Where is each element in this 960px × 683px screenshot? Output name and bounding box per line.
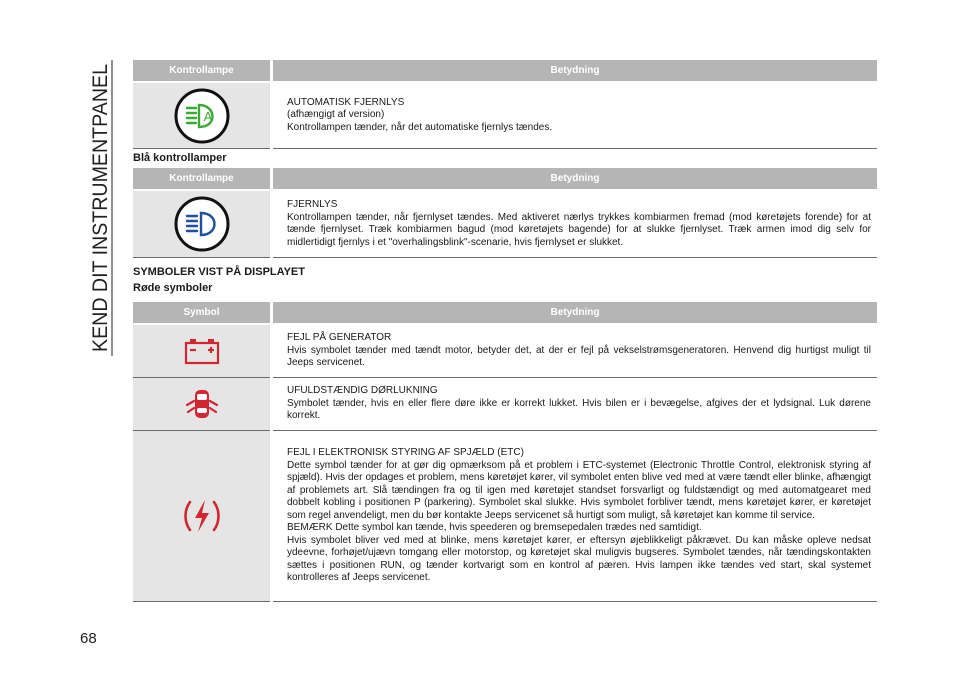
side-title-text: KEND DIT INSTRUMENTPANEL — [88, 60, 112, 352]
row-text: Hvis symbolet bliver ved med at blinke, mens køretøjet kører, er eftersyn øjeblikkeligt påkrævet. Du kan måske opleve nedsat ydeevne, forhøjet/ujævn tomgang eller motorstop, og køretøjet skal muligvis bugseres. Symbolet tændes, når tændingskontakten sættes i positionen RUN, og tænder kortvarigt som en kontrol af pæren. Hvis lampen ikke tændes ved start, skal systemet kontrolleres af Jeeps servicenet. — [287, 534, 871, 584]
row-text: Kontrollampen tænder, når fjernlyset tændes. Med aktiveret nærlys trykkes kombiarmen fremad (mod køretøjets forende) for at tænde fjernlyset. Træk kombiarmen bagud (mod køretøjets bagende) for at slukke fjernlyset. Træk armen imod dig selv for midlertidigt fjernlys i et "overhalingsblink"-scenarie, hvis fjernlyset er slukket. — [287, 211, 871, 248]
svg-text:A: A — [203, 108, 212, 124]
section-heading-display: SYMBOLER VIST PÅ DISPLAYET — [133, 266, 305, 278]
page-number: 68 — [80, 630, 97, 647]
row-text: Dette symbol tænder for at gør dig opmærksom på et problem i ETC-systemet (Electronic Throttle Control, elektronisk styring af spjæld). Hvis der opdages et problem, mens køretøjet kører, vil symbolet enten blive ved med at være tændt eller blinke, afhængigt af problemets art. Slå tændingen fra og til igen med køretøjet standset forsvarligt og fuldstændigt og med automatgearet med dobbelt kobling i positionen P (parkering). Symbolet skal slukke. Hvis symbolet forbliver tændt, mens køretøjet kører, er køretøjet som regel anvendeligt, men du bør kontakte Jeeps servicenet så hurtigt som muligt, så køretøjet kan komme til service. — [287, 459, 871, 521]
etc-fault-icon — [180, 496, 224, 536]
table-red-symbols — [133, 302, 877, 602]
col-header-meaning: Betydning — [272, 302, 878, 324]
side-title — [79, 60, 119, 360]
table-row — [133, 378, 877, 431]
table-auto-highbeam — [133, 60, 877, 149]
table-row — [133, 431, 877, 602]
row-text: Kontrollampen tænder, når det automatiske fjernlys tændes. — [287, 121, 553, 133]
row-note: BEMÆRK Dette symbol kan tænde, hvis speederen og bremsepedalen trædes ned samtidigt. — [287, 522, 702, 534]
row-title: FJERNLYS — [287, 199, 338, 210]
table-highbeam — [133, 168, 877, 258]
col-header-lamp: Kontrollampe — [133, 60, 272, 82]
row-title: FEJL PÅ GENERATOR — [287, 332, 392, 344]
table-row — [133, 324, 877, 378]
col-header-symbol: Symbol — [133, 302, 272, 324]
row-text: (afhængigt af version) — [287, 109, 385, 121]
col-header-meaning: Betydning — [272, 168, 878, 190]
row-title: UFULDSTÆNDIG DØRLUKNING — [287, 385, 438, 397]
side-title-svg — [79, 60, 119, 360]
door-open-icon — [182, 384, 222, 424]
table-row — [133, 82, 877, 149]
section-heading-blue: Blå kontrollamper — [133, 152, 227, 164]
high-beam-icon — [172, 194, 232, 254]
table-row — [133, 190, 877, 258]
row-text: Symbolet tænder, hvis en eller flere døre ikke er korrekt lukket. Hvis bilen er i bevægelse, afgives der et lydsignal. Luk dørene korrekt. — [287, 397, 871, 422]
col-header-meaning: Betydning — [272, 60, 878, 82]
row-title: FEJL I ELEKTRONISK STYRING AF SPJÆLD (ETC) — [287, 447, 524, 459]
col-header-lamp: Kontrollampe — [133, 168, 272, 190]
auto-headlight-icon — [172, 86, 232, 146]
section-heading-red: Røde symboler — [133, 282, 213, 294]
row-text: Hvis symbolet tænder med tændt motor, betyder det, at der er fejl på vekselstrømsgeneratoren. Henvend dig hurtigst muligt til Jeeps servicenet. — [287, 344, 871, 369]
battery-icon — [182, 336, 222, 366]
row-title: AUTOMATISK FJERNLYS — [287, 96, 405, 108]
